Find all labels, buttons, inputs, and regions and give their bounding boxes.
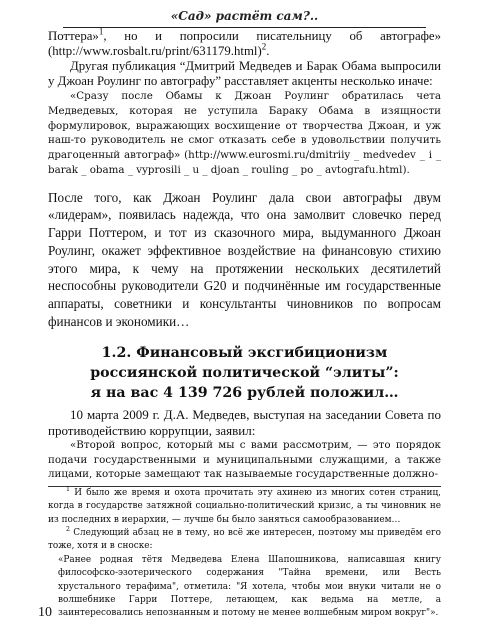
page-body xyxy=(48,26,441,620)
footnote-1: $^1$ И было же время и охота прочитать эту ахинею из многих сотен страниц, когда в государстве затяжной социально-политический кризис, а ты чиновник не из последних в иерархии, — лучше бы было заняться самообразованием… xyxy=(48,486,441,525)
paragraph-march-2009: 10 марта 2009 г. Д.А. Медведев, выступая на заседании Совета по противодействию коррупции, заявил: xyxy=(48,407,441,438)
section-heading-line-1: 1.2. Финансовый эксгибиционизм xyxy=(101,345,388,362)
footnote-1-mark: 1 xyxy=(66,486,70,494)
footnote-2-quote: «Ранее родная тётя Медведева Елена Шапошникова, написавшая книгу философско-эзотерического содержания "Тайна времени, или Весть хрустального терафима", отметила: "Я хотела, чтобы мои внуки читали не о волшебнике Гарри Поттере, летающем, как ведьма на метле, а заинтересовались непознанным и потому не менее волшебным миром вокруг"». xyxy=(58,555,441,619)
quote-medvedev-autograph: «Сразу после Обамы к Джоан Роулинг обратилась чета Медведевых, которая не уступила Бараку Обама в изящности формулировок, выражающих восхищение от творчества Джоан, и уж наш-то руководитель не смог отказать себе в удовольствии получить драгоценный автограф» (http://www.eurosmi.ru/dmitriiy _ medvedev _ i _ barak _ obama _ vyprosili _ u _ djoan _ rouling _ po _ avtografu.html). xyxy=(48,90,441,176)
section-heading-line-2: россиянской политической “элиты”: xyxy=(90,365,399,382)
header-rule xyxy=(63,27,426,28)
paragraph-second-publication: Другая публикация “Дмитрий Медведев и Барак Обама выпросили у Джоан Роулинг по автографу” расставляет акценты несколько иначе: xyxy=(48,59,441,88)
footnote-ref-1: 1 xyxy=(98,26,104,37)
running-header xyxy=(63,8,426,28)
footnote-2: $^2$ Следующий абзац не в тему, но всё же интересен, поэтому мы приведём его тоже, хотя и в сноске: xyxy=(48,525,441,552)
quote-second-question: «Второй вопрос, который мы с вами рассмотрим, — это порядок подачи государственными и муниципальными служащими, а также лицами, которые замещают так называемые государственные должно- xyxy=(48,438,441,481)
running-title: «Сад» растёт сам?.. xyxy=(170,9,319,23)
section-heading-line-3: я на вас 4 139 726 рублей положил… xyxy=(90,385,399,402)
paragraph-after-autographs: После того, как Джоан Роулинг дала свои автографы двум «лидерам», появилась надежда, что она замолвит словечко перед Гарри Поттером, и тот из сказочного мира, выдуманного Джоан Роулинг, окажет эффективное воздействие на финансовую стихию этого мира, к чему на протяжении нескольких десятилетий неспособны руководители G20 и подчинённые им государственные аппараты, советники и консультанты чиновников по вопросам финансов и экономики… xyxy=(48,189,441,329)
paragraph-continuation: Поттера»$^1$, но и попросили писательницу об автографе» (http://www.rosbalt.ru/print/631179.html)$^2$. xyxy=(48,26,441,58)
footnote-2-mark: 2 xyxy=(66,525,70,533)
section-heading xyxy=(48,343,441,403)
page-number: 10 xyxy=(38,605,52,620)
footnote-ref-2: 2 xyxy=(261,41,267,52)
